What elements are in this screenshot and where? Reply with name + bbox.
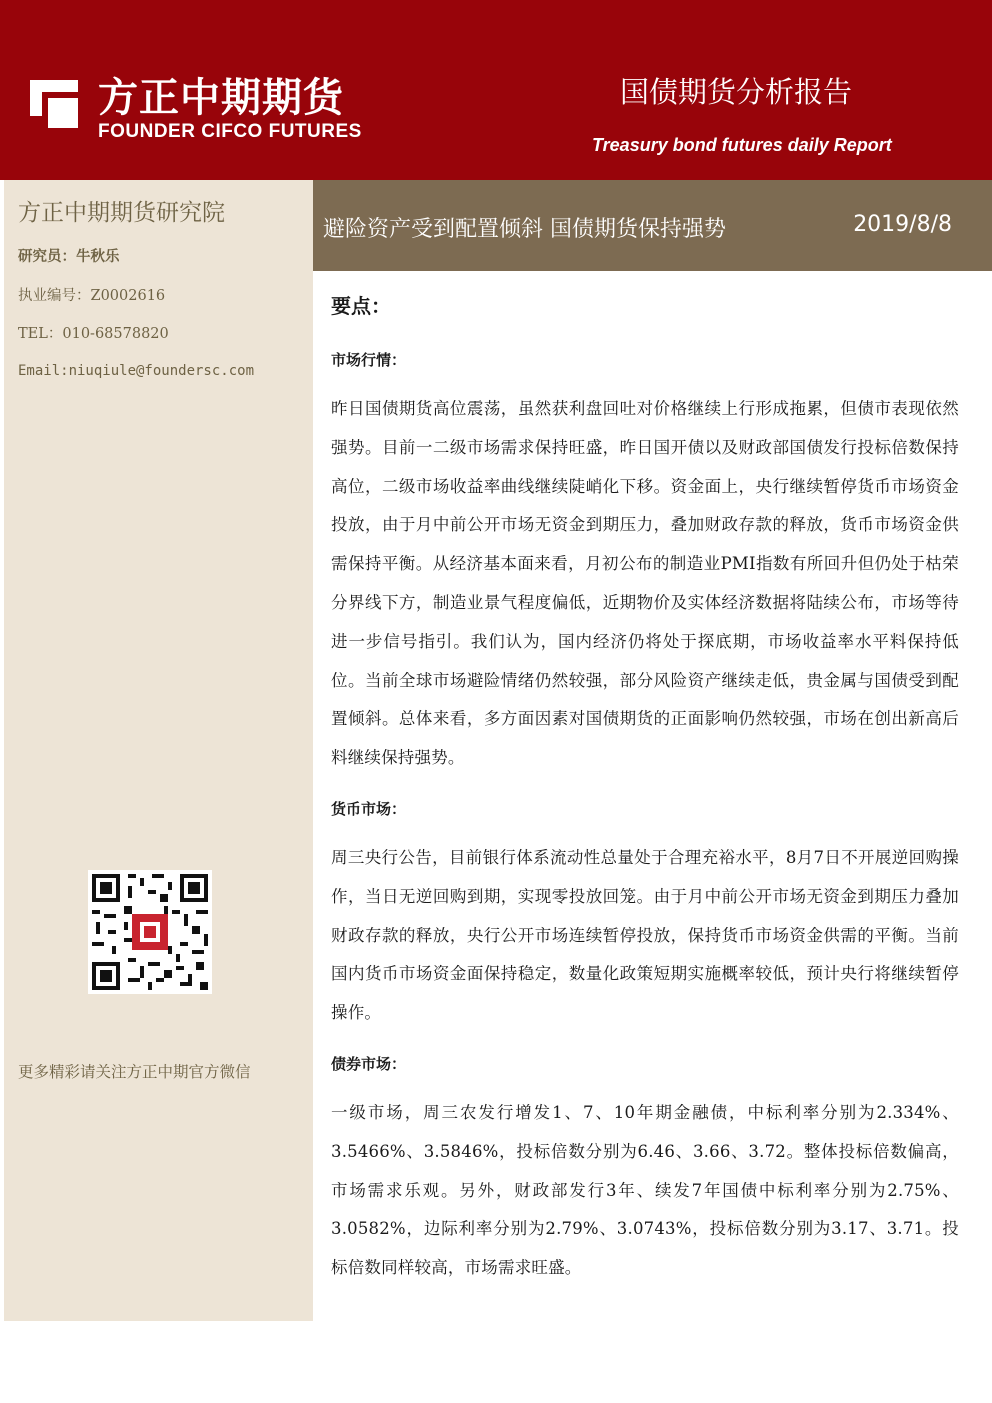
- report-date: 2019/8/8: [853, 212, 952, 237]
- email: Email:niuqiule@foundersc.com: [18, 363, 255, 379]
- section-paragraph-bond-market: 一级市场，周三农发行增发1、7、10年期金融债，中标利率分别为2.334%、3.5466%、3.5846%，投标倍数分别为6.46、3.66、3.72。整体投标倍数偏高，市场需求乐观。另外，财政部发行3年、续发7年国债中标利率分别为2.75%、3.0582%，边际利率分别为2.79%、3.0743%，投标倍数分别为3.17、3.71。投标倍数同样较高，市场需求旺盛。: [331, 1102, 959, 1278]
- section-paragraph-money-market: 周三央行公告，目前银行体系流动性总量处于合理充裕水平，8月7日不开展逆回购操作，当日无逆回购到期，实现零投放回笼。由于月中前公开市场无资金到期压力叠加财政存款的释放，央行公开市场连续暂停投放，保持货币市场资金供需的平衡。当前国内货币市场资金面保持稳定，数量化政策短期实施概率较低，预计央行将继续暂停操作。: [331, 847, 959, 1023]
- key-points-heading: 要点：: [331, 294, 391, 318]
- telephone: TEL：010-68578820: [18, 326, 169, 342]
- report-headline: 避险资产受到配置倾斜 国债期货保持强势: [323, 217, 726, 242]
- header-banner: [0, 0, 992, 180]
- founder-logo-icon: [22, 72, 86, 136]
- researcher-name: 研究员：牛秋乐: [18, 249, 120, 265]
- report-title-en: Treasury bond futures daily Report: [592, 135, 892, 155]
- section-heading-money-market: 货币市场：: [331, 799, 407, 818]
- brand-name-cn: 方正中期期货: [98, 75, 344, 121]
- brand-name-en: FOUNDER CIFCO FUTURES: [98, 121, 362, 142]
- main-content: [331, 280, 959, 1300]
- wechat-qr-code-icon: [88, 870, 212, 994]
- institute-name: 方正中期期货研究院: [18, 200, 225, 226]
- section-heading-market: 市场行情：: [331, 351, 407, 369]
- follow-wechat-text: 更多精彩请关注方正中期官方微信: [18, 1063, 251, 1081]
- license-number: 执业编号：Z0002616: [18, 288, 166, 304]
- title-bar: [313, 180, 992, 271]
- sidebar: [4, 180, 313, 1321]
- section-paragraph-market: 昨日国债期货高位震荡，虽然获利盘回吐对价格继续上行形成拖累，但债市表现依然强势。目前一二级市场需求保持旺盛，昨日国开债以及财政部国债发行投标倍数保持高位，二级市场收益率曲线继续陡峭化下移。资金面上，央行继续暂停货币市场资金投放，由于月中前公开市场无资金到期压力，叠加财政存款的释放，货币市场资金供需保持平衡。从经济基本面来看，月初公布的制造业PMI指数有所回升但仍处于枯荣分界线下方，制造业景气程度偏低，近期物价及实体经济数据将陆续公布，市场等待进一步信号指引。我们认为，国内经济仍将处于探底期，市场收益率水平料保持低位。当前全球市场避险情绪仍然较强，部分风险资产继续走低，贵金属与国债受到配置倾斜。总体来看，多方面因素对国债期货的正面影响仍然较强，市场在创出新高后料继续保持强势。: [331, 399, 959, 768]
- section-heading-bond-market: 债券市场：: [331, 1054, 407, 1073]
- report-title-cn: 国债期货分析报告: [620, 75, 853, 109]
